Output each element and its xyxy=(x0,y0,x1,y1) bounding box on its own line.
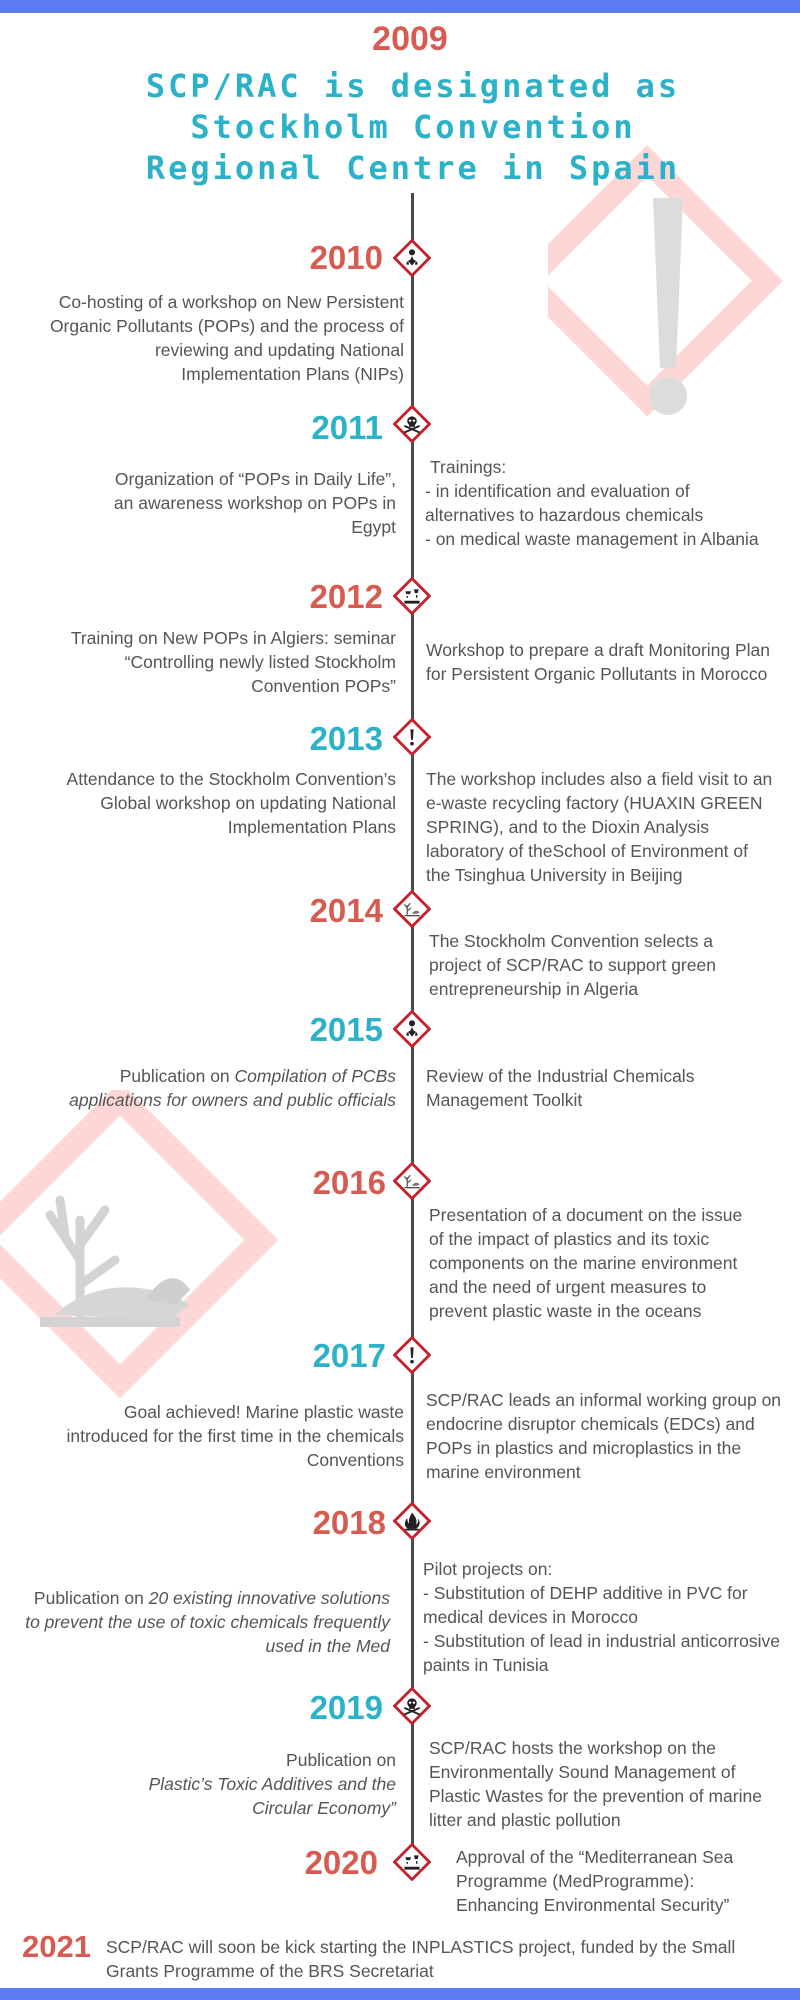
entry-line: laboratory of theSchool of Environment of xyxy=(426,841,748,861)
bottom-frame-bar xyxy=(0,1988,800,2000)
header-year: 2009 xyxy=(372,20,448,58)
entry-line: Organic Pollutants (POPs) and the process of xyxy=(49,316,404,336)
entry-line: Programme (MedProgramme): xyxy=(456,1871,695,1891)
health-hazard-icon xyxy=(393,239,431,277)
entry-line: SCP/RAC will soon be kick starting the INPLASTICS project, funded by the Small xyxy=(106,1937,736,1957)
right-entry xyxy=(425,455,795,551)
final-year-label: 2021 xyxy=(22,1929,91,1964)
entry-line: Global workshop on updating National xyxy=(100,793,396,813)
entry-line: Attendance to the Stockholm Convention’s xyxy=(66,769,396,789)
entry-line: “Controlling newly listed Stockholm xyxy=(124,652,396,672)
entry-line: components on the marine environment xyxy=(429,1253,738,1273)
year-label: 2018 xyxy=(312,1504,386,1541)
left-entry xyxy=(20,626,396,698)
entry-line: Conventions xyxy=(306,1450,404,1470)
publication-title: Circular Economy” xyxy=(252,1798,396,1818)
header-title-line: SCP/RAC is designated as xyxy=(145,67,681,105)
entry-line: Organization of “POPs in Daily Life”, xyxy=(114,469,396,489)
entry-line: SPRING), and to the Dioxin Analysis xyxy=(426,817,710,837)
right-entry xyxy=(426,1064,796,1112)
flammable-icon xyxy=(393,1502,431,1540)
right-entry xyxy=(423,1557,800,1677)
entry-line: and the need of urgent measures to xyxy=(429,1277,707,1297)
skull-crossbones-icon xyxy=(393,1687,431,1725)
entry-line: endocrine disruptor chemicals (EDCs) and xyxy=(426,1414,755,1434)
entry-line: medical devices in Morocco xyxy=(423,1607,638,1627)
entry-line: Approval of the “Mediterranean Sea xyxy=(456,1847,734,1867)
entry-line: - in identification and evaluation of xyxy=(425,481,690,501)
entry-line: Management Toolkit xyxy=(426,1090,583,1110)
year-label: 2011 xyxy=(311,409,383,446)
entry-line-prefix: Publication on xyxy=(286,1750,396,1770)
entry-line: Trainings: xyxy=(430,457,507,477)
skull-crossbones-icon xyxy=(393,405,431,443)
year-label: 2013 xyxy=(309,720,383,757)
entry-line: Pilot projects on: xyxy=(423,1559,553,1579)
right-entry xyxy=(426,638,796,686)
publication-title: Plastic’s Toxic Additives and the xyxy=(148,1774,396,1794)
entry-line: Review of the Industrial Chemicals xyxy=(426,1066,695,1086)
entry-line: marine environment xyxy=(426,1462,581,1482)
entry-line: - on medical waste management in Albania xyxy=(425,529,759,549)
publication-title: Compilation of PCBs xyxy=(234,1066,396,1086)
year-label: 2019 xyxy=(309,1689,383,1726)
entry-line: Training on New POPs in Algiers: seminar xyxy=(70,628,396,648)
final-entry xyxy=(106,1935,796,1983)
left-entry xyxy=(20,467,396,539)
entry-line: SCP/RAC hosts the workshop on the xyxy=(429,1738,716,1758)
right-entry xyxy=(429,1203,789,1323)
year-label: 2016 xyxy=(312,1164,386,1201)
entry-line: an awareness workshop on POPs in xyxy=(113,493,396,513)
entry-line-prefix: Publication on xyxy=(33,1588,149,1608)
corrosive-icon xyxy=(393,577,431,615)
left-entry xyxy=(20,1400,404,1472)
exclamation-icon xyxy=(393,718,431,756)
left-entry xyxy=(20,290,404,386)
health-hazard-icon xyxy=(393,1010,431,1048)
entry-line: Implementation Plans xyxy=(227,817,396,837)
entry-line: Goal achieved! Marine plastic waste xyxy=(123,1402,404,1422)
corrosive-icon xyxy=(393,1843,431,1881)
right-entry xyxy=(426,767,798,887)
entry-line: the Tsinghua University in Beijing xyxy=(426,865,683,885)
entry-line: The workshop includes also a field visit to an xyxy=(426,769,773,789)
publication-title: to prevent the use of toxic chemicals frequently xyxy=(25,1612,390,1632)
top-frame-bar xyxy=(0,0,800,13)
entry-line: The Stockholm Convention selects a xyxy=(429,931,714,951)
entry-line: for Persistent Organic Pollutants in Morocco xyxy=(426,664,768,684)
entry-line: - Substitution of lead in industrial anticorrosive xyxy=(423,1631,780,1651)
entry-line: - Substitution of DEHP additive in PVC for xyxy=(423,1583,748,1603)
entry-line: Implementation Plans (NIPs) xyxy=(181,364,404,384)
entry-line: Environmentally Sound Management of xyxy=(429,1762,736,1782)
entry-line: Egypt xyxy=(351,517,396,537)
entry-line: Plastic Wastes for the prevention of marine xyxy=(429,1786,762,1806)
entry-line: introduced for the first time in the chemicals xyxy=(66,1426,404,1446)
header-title-line: Regional Centre in Spain xyxy=(145,149,681,187)
left-entry xyxy=(20,767,396,839)
year-label: 2012 xyxy=(309,578,383,615)
entry-line: entrepreneurship in Algeria xyxy=(429,979,639,999)
entry-line: Presentation of a document on the issue xyxy=(429,1205,743,1225)
environment-hazard-icon xyxy=(393,890,431,928)
entry-line: prevent plastic waste in the oceans xyxy=(429,1301,702,1321)
year-label: 2015 xyxy=(309,1011,383,1048)
entry-line: POPs in plastics and microplastics in the xyxy=(426,1438,742,1458)
exclamation-icon xyxy=(393,1336,431,1374)
entry-line: litter and plastic pollution xyxy=(429,1810,621,1830)
header-title xyxy=(0,66,800,189)
year-label: 2020 xyxy=(304,1844,378,1881)
right-entry xyxy=(426,1388,798,1484)
entry-line-prefix: Publication on xyxy=(119,1066,235,1086)
entry-line: paints in Tunisia xyxy=(423,1655,549,1675)
entry-line: SCP/RAC leads an informal working group on xyxy=(426,1390,782,1410)
entry-line: Convention POPs” xyxy=(251,676,396,696)
entry-line: e-waste recycling factory (HUAXIN GREEN xyxy=(426,793,763,813)
right-entry xyxy=(429,1736,797,1832)
left-entry xyxy=(20,1064,396,1112)
right-entry xyxy=(456,1845,786,1917)
entry-line: alternatives to hazardous chemicals xyxy=(425,505,704,525)
entry-line: reviewing and updating National xyxy=(154,340,404,360)
entry-line: Workshop to prepare a draft Monitoring Plan xyxy=(426,640,771,660)
entry-line: of the impact of plastics and its toxic xyxy=(429,1229,710,1249)
publication-title: 20 existing innovative solutions xyxy=(148,1588,390,1608)
right-entry xyxy=(429,929,789,1001)
environment-hazard-icon xyxy=(393,1162,431,1200)
entry-line: Enhancing Environmental Security” xyxy=(456,1895,730,1915)
entry-line: Co-hosting of a workshop on New Persistent xyxy=(58,292,404,312)
publication-title: used in the Med xyxy=(265,1636,390,1656)
left-entry xyxy=(20,1748,396,1820)
publication-title: applications for owners and public officials xyxy=(69,1090,396,1110)
year-label: 2017 xyxy=(312,1337,386,1374)
left-entry xyxy=(20,1586,390,1658)
entry-line: Grants Programme of the BRS Secretariat xyxy=(106,1961,434,1981)
header-title-line: Stockholm Convention xyxy=(190,108,636,146)
entry-line: project of SCP/RAC to support green xyxy=(429,955,716,975)
year-label: 2010 xyxy=(309,239,383,276)
year-label: 2014 xyxy=(309,892,383,929)
